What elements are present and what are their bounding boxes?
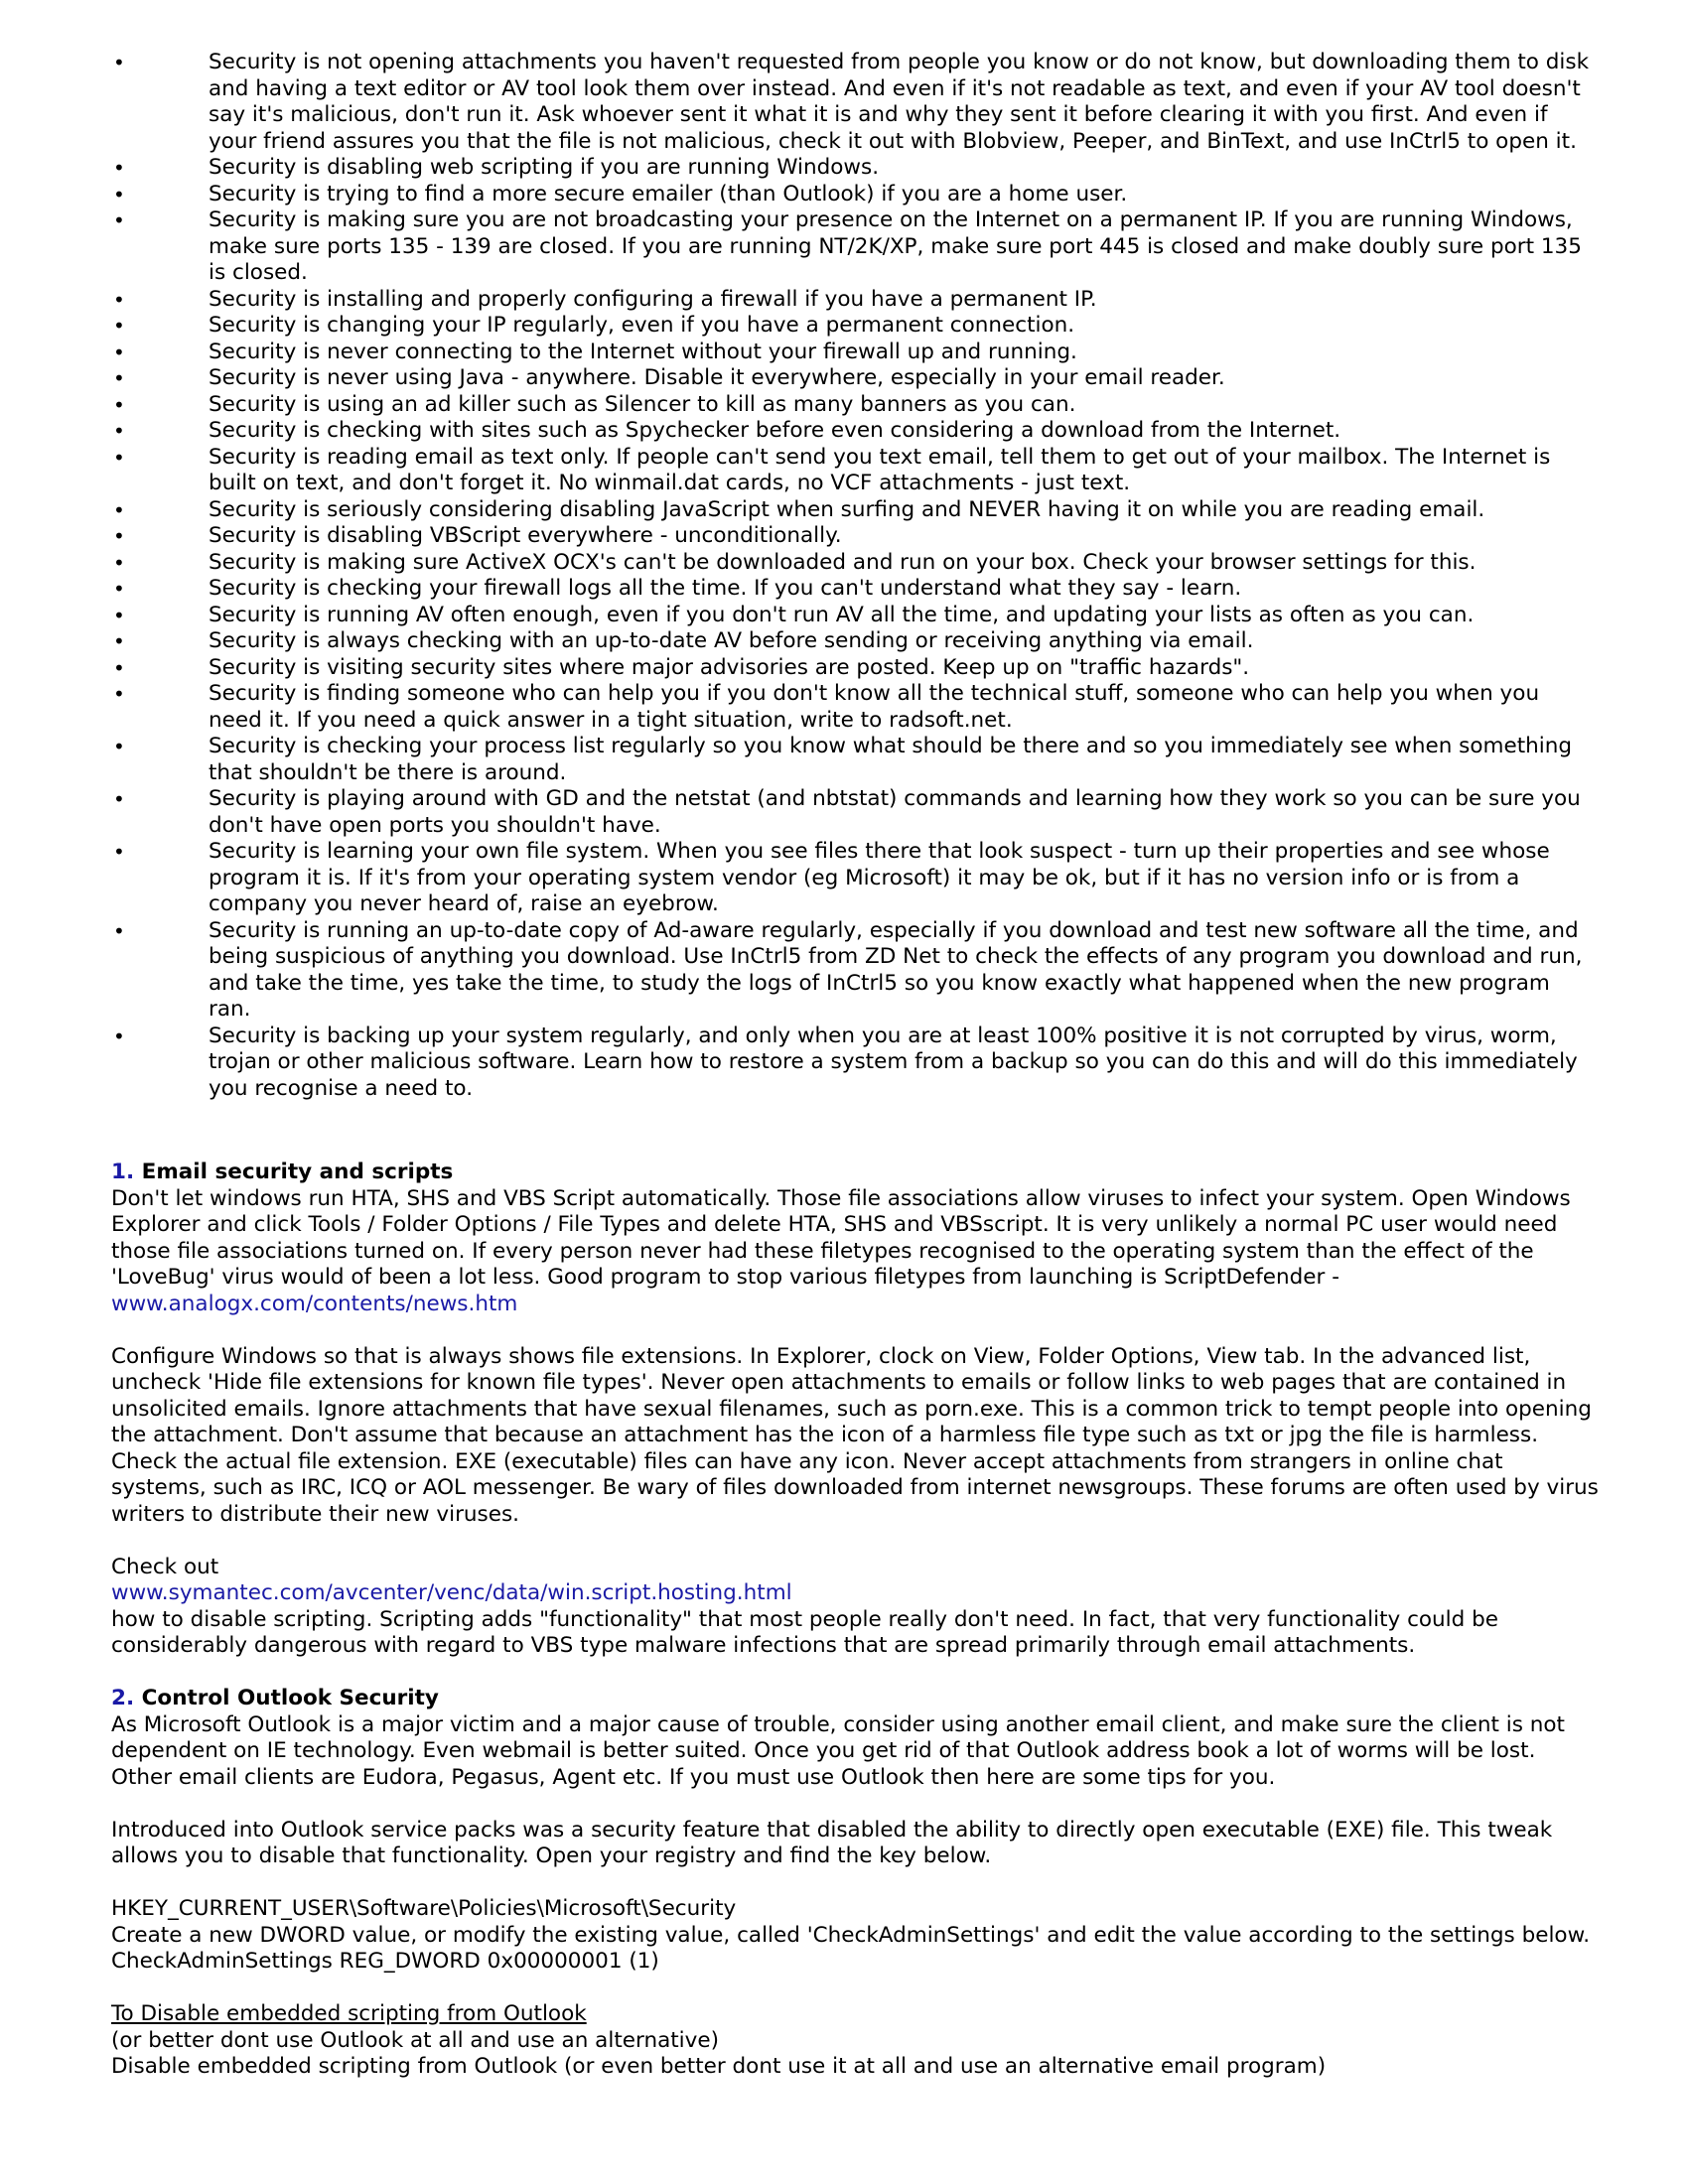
paragraph: As Microsoft Outlook is a major victim and a major cause of trouble, consider using another email client, and make sure the client is not dependent on IE technology. Even webmail is better suited. Once you get rid of that Outlook address book a lot of worms will be lost. Other email clients are Eudora, Pegasus, Agent etc. If you must use Outlook then here are some tips for you. <box>111 1711 1565 1790</box>
bullet-icon: • <box>113 840 125 864</box>
paragraph: how to disable scripting. Scripting adds "functionality" that most people really don't need. In fact, that very functionality could be considerably dangerous with regard to VBS type malware infections that are spread primarily through email attachments. <box>111 1606 1499 1658</box>
list-item <box>109 786 1599 839</box>
paragraph: Introduced into Outlook service packs was a security feature that disabled the ability to directly open executable (EXE) file. This tweak allows you to disable that functionality. Open your registry and find the key below. <box>111 1817 1553 1868</box>
bullet-text: Security is installing and properly configuring a firewall if you have a permanent IP. <box>209 286 1097 312</box>
bullet-text: Security is checking with sites such as Spychecker before even considering a download from the Internet. <box>209 418 1341 443</box>
section-heading <box>111 1686 1601 1712</box>
list-item <box>109 340 1599 366</box>
blank-line <box>111 1528 1601 1555</box>
bullet-text: Security is seriously considering disabling JavaScript when surfing and NEVER having it on while you are reading email. <box>209 496 1485 522</box>
bullet-icon: • <box>113 682 125 706</box>
bullet-text: Security is checking your process list regularly so you know what should be there and so you immediately see when something that shouldn't be there is around. <box>209 734 1573 785</box>
paragraph: Disable embedded scripting from Outlook (or even better dont use it at all and use an alternative email program) <box>111 2054 1327 2079</box>
bullet-icon: • <box>113 497 125 522</box>
list-item <box>109 287 1599 314</box>
bullet-icon: • <box>113 655 125 680</box>
symantec-link[interactable]: www.symantec.com/avcenter/venc/data/win.script.hosting.html <box>111 1580 792 1605</box>
paragraph: Create a new DWORD value, or modify the existing value, called 'CheckAdminSettings' and edit the value according to the settings below. <box>111 1922 1591 1948</box>
bullet-text: Security is backing up your system regularly, and only when you are at least 100% positive it is not corrupted by virus, worm, trojan or other malicious software. Learn how to restore a system from a backup so you can do this and will do this immediately you recognise a need to. <box>209 1023 1578 1101</box>
registry-key: HKEY_CURRENT_USER\Software\Policies\Microsoft\Security <box>111 1896 737 1921</box>
bullet-icon: • <box>113 603 125 627</box>
bullet-text: Security is running an up-to-date copy of Ad-aware regularly, especially if you download and test new software all the time, and being suspicious of anything you download. Use InCtrl5 from ZD Net to check the effects of any program you download and run, and take the time, yes take the time, to study the logs of InCtrl5 so you know exactly what happened when the new program ran. <box>209 917 1583 1022</box>
bullet-icon: • <box>113 51 125 74</box>
bullet-text: Security is visiting security sites where major advisories are posted. Keep up on "traffic hazards". <box>209 654 1250 680</box>
blank-line <box>111 1791 1601 1818</box>
bullet-text: Security is never connecting to the Internet without your firewall up and running. <box>209 339 1077 364</box>
bullet-icon: • <box>113 366 125 390</box>
section-title: Email security and scripts <box>141 1160 454 1184</box>
list-item <box>109 918 1599 1024</box>
list-item <box>109 313 1599 340</box>
bullet-icon: • <box>113 156 125 180</box>
blank-line <box>111 1660 1601 1687</box>
blank-line <box>111 1870 1601 1897</box>
list-item <box>109 50 1599 155</box>
bullet-icon: • <box>113 787 125 811</box>
bullet-text: Security is disabling VBScript everywhere - unconditionally. <box>209 523 842 548</box>
bullet-icon: • <box>113 445 125 470</box>
bullet-icon: • <box>113 918 125 943</box>
bullet-icon: • <box>113 1024 125 1048</box>
list-item <box>109 182 1599 208</box>
section-number: 2. <box>111 1686 135 1710</box>
bullet-text: Security is making sure you are not broadcasting your presence on the Internet on a permanent IP. If you are running Windows, make sure ports 135 - 139 are closed. If you are running NT/2K/XP, make sure port 445 is closed and make doubly sure port 135 is closed. <box>209 207 1582 285</box>
list-item <box>109 207 1599 287</box>
bullet-text: Security is making sure ActiveX OCX's can't be downloaded and run on your box. Check your browser settings for this. <box>209 549 1477 575</box>
registry-value: CheckAdminSettings REG_DWORD 0x00000001 (1) <box>111 1949 659 1974</box>
section-email-security <box>111 1160 1601 2081</box>
bullet-icon: • <box>113 524 125 548</box>
bullet-text: Security is learning your own file system. When you see files there that look suspect - turn up their properties and see whose program it is. If it's from your operating system vendor (eg Microsoft) it may be ok, but if it has no version info or is from a company you never heard of, raise an eyebrow. <box>209 839 1550 916</box>
bullet-text: Security is not opening attachments you haven't requested from people you know or do not know, but downloading them to disk and having a text editor or AV tool look them over instead. And even if it's not readable as text, and even if your AV tool doesn't say it's malicious, don't run it. Ask whoever sent it what it is and why they sent it before clearing it with you first. And even if your friend assures you that the file is not malicious, check it out with Blobview, Peeper, and BinText, and use InCtrl5 to open it. <box>209 50 1590 154</box>
bullet-text: Security is trying to find a more secure emailer (than Outlook) if you are a home user. <box>209 181 1128 206</box>
list-item <box>109 839 1599 918</box>
list-item <box>109 603 1599 629</box>
bullet-text: Security is disabling web scripting if you are running Windows. <box>209 155 880 180</box>
security-bullet-list <box>109 50 1599 1102</box>
list-item <box>109 523 1599 550</box>
section-heading <box>111 1160 1601 1186</box>
list-item <box>109 155 1599 182</box>
list-item <box>109 655 1599 682</box>
section-title: Control Outlook Security <box>141 1686 439 1710</box>
bullet-icon: • <box>113 392 125 417</box>
list-item <box>109 576 1599 603</box>
list-item <box>109 734 1599 786</box>
bullet-icon: • <box>113 208 125 232</box>
bullet-text: Security is never using Java - anywhere. Disable it everywhere, especially in your email reader. <box>209 365 1225 390</box>
paragraph <box>111 1186 1601 1318</box>
list-item <box>109 392 1599 419</box>
paragraph: Configure Windows so that is always shows file extensions. In Explorer, clock on View, Folder Options, View tab. In the advanced list, uncheck 'Hide file extensions for known file types'. Never open attachments to emails or follow links to web pages that are contained in unsolicited emails. Ignore attachments that have sexual filenames, such as porn.exe. This is a common trick to tempt people into opening the attachment. Don't assume that because an attachment has the icon of a harmless file type such as txt or jpg the file is harmless. Check the actual file extension. EXE (executable) files can have any icon. Never accept attachments from strangers in online chat systems, such as IRC, ICQ or AOL messenger. Be wary of files downloaded from internet newsgroups. These forums are often used by virus writers to distribute their new viruses. <box>111 1343 1599 1527</box>
bullet-icon: • <box>113 314 125 338</box>
bullet-icon: • <box>113 287 125 312</box>
bullet-icon: • <box>113 629 125 653</box>
list-item <box>109 550 1599 577</box>
bullet-text: Security is using an ad killer such as Silencer to kill as many banners as you can. <box>209 391 1076 417</box>
bullet-text: Security is changing your IP regularly, even if you have a permanent connection. <box>209 313 1075 338</box>
paragraph-text: Don't let windows run HTA, SHS and VBS Script automatically. Those file associations allow viruses to infect your system. Open Windows Explorer and click Tools / Folder Options / File Types and delete HTA, SHS and VBSscript. It is very unlikely a normal PC user would need those file associations turned on. If every person never had these filetypes recognised to the operating system than the effect of the 'LoveBug' virus would of been a lot less. Good program to stop various filetypes from launching is ScriptDefender - <box>111 1185 1571 1290</box>
section-number: 1. <box>111 1160 135 1184</box>
list-item <box>109 497 1599 524</box>
paragraph: Check out <box>111 1554 219 1579</box>
bullet-text: Security is checking your firewall logs all the time. If you can't understand what they say - learn. <box>209 576 1242 601</box>
list-item <box>109 418 1599 445</box>
blank-line <box>111 1317 1601 1344</box>
sub-heading: To Disable embedded scripting from Outlook <box>111 2001 587 2026</box>
bullet-icon: • <box>113 735 125 758</box>
bullet-icon: • <box>113 182 125 206</box>
list-item <box>109 365 1599 392</box>
list-item <box>109 445 1599 497</box>
bullet-icon: • <box>113 550 125 575</box>
bullet-icon: • <box>113 577 125 601</box>
bullet-text: Security is always checking with an up-to-date AV before sending or receiving anything via email. <box>209 628 1254 653</box>
bullet-text: Security is finding someone who can help you if you don't know all the technical stuff, someone who can help you when you need it. If you need a quick answer in a tight situation, write to radsoft.net. <box>209 681 1540 733</box>
paragraph: (or better dont use Outlook at all and use an alternative) <box>111 2027 719 2053</box>
bullet-text: Security is reading email as text only. If people can't send you text email, tell them to get out of your mailbox. The Internet is built on text, and don't forget it. No winmail.dat cards, no VCF attachments - just text. <box>209 444 1551 495</box>
bullet-text: Security is running AV often enough, even if you don't run AV all the time, and updating your lists as often as you can. <box>209 602 1475 627</box>
list-item <box>109 628 1599 655</box>
list-item <box>109 681 1599 734</box>
blank-line <box>111 1976 1601 2002</box>
analogx-link[interactable]: www.analogx.com/contents/news.htm <box>111 1291 518 1316</box>
bullet-icon: • <box>113 419 125 443</box>
list-item <box>109 1024 1599 1103</box>
bullet-icon: • <box>113 340 125 364</box>
bullet-text: Security is playing around with GD and the netstat (and nbtstat) commands and learning how they work so you can be sure you don't have open ports you shouldn't have. <box>209 786 1581 838</box>
